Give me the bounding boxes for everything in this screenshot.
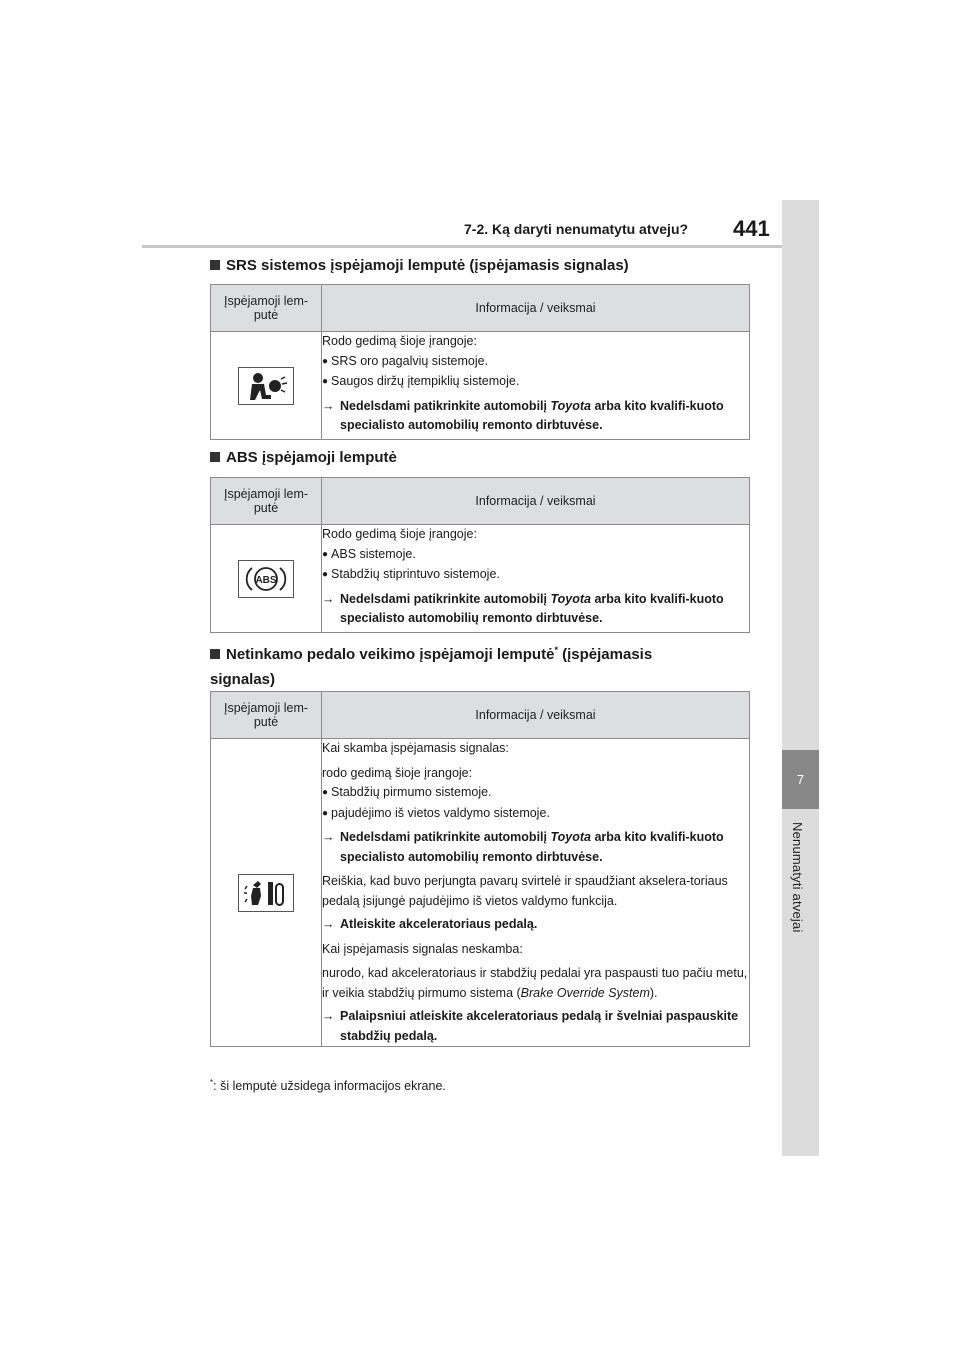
pedal-action-inspect: → Nedelsdami patikrinkite automobilį Toyota arba kito kvalifi-kuoto specialisto automobilių remonto dirbtuvėse. [322,828,749,867]
page-header-title: 7-2. Ką daryti nenumatytu atveju? [464,221,689,237]
arrow-icon: → [322,917,335,931]
header-lamp: Įspėjamoji lem- putė [211,478,322,525]
pedal-action-release: → Atleiskite akceleratoriaus pedalą. [322,915,749,935]
pedal-info: Kai skamba įspėjamasis signalas: rodo gedimą šioje įrangoje: ● Stabdžių pirmumo sistemoje. ● pajudėjimo iš vietos valdymo sistemoje. → Nedelsdami patikrinkite automobilį Toyota arba kito kvalifi-kuoto specialisto automobilių remonto dirbtuvėse. Reiškia, kad buvo perjungta pavarų svirtelė ir spaudžiant akselera-toriaus pedalą įsijungė pajudėjimo iš vietos valdymo funkcija. → Atleiskite akceleratoriaus pedalą. Kai įspėjamasis signalas neskamba: nurodo, kad akceleratoriaus ir stabdžių pedalai yra paspausti tuo pačiu metu, ir veikia stabdžių pirmumo sistema (Brake Override System). → Palaipsniui atleiskite akceleratoriaus pedalą ir švelniai paspauskite stabdžių pedalą. [322,739,750,1047]
abs-icon [238,560,294,598]
srs-info: Rodo gedimą šioje įrangoje: ● SRS oro pagalvių sistemoje. ● Saugos diržų įtempiklių sistemoje. → Nedelsdami patikrinkite automobilį Toyota arba kito kvalifi-kuoto specialisto automobilių remonto dirbtuvėse. [322,332,750,440]
header-divider [142,245,782,248]
page-number: 441 [733,216,770,241]
header-lamp: Įspėjamoji lem- putė [211,285,322,332]
section-heading-srs: SRS sistemos įspėjamoji lemputė (įspėjamasis signalas) [210,253,629,278]
square-bullet-icon [210,649,220,659]
srs-action: → Nedelsdami patikrinkite automobilį Toyota arba kito kvalifi-kuoto specialisto automobilių remonto dirbtuvėse. [322,397,749,436]
pedal-action-gradual: → Palaipsniui atleiskite akceleratoriaus pedalą ir švelniai paspauskite stabdžių pedalą. [322,1007,749,1046]
lamp-cell [211,525,322,633]
chapter-label: Nenumatyti atvejai [790,822,805,933]
arrow-icon: → [322,830,335,844]
header-info: Informacija / veiksmai [322,285,750,332]
footnote: *: ši lemputė užsidega informacijos ekrane. [210,1078,446,1094]
lamp-cell [211,739,322,1047]
square-bullet-icon [210,452,220,462]
header-lamp: Įspėjamoji lem- putė [211,692,322,739]
chapter-number: 7 [782,750,819,809]
pedal-misoperation-icon [238,874,294,912]
square-bullet-icon [210,260,220,270]
chapter-sidebar [782,200,819,1156]
arrow-icon: → [322,1009,335,1023]
srs-airbag-icon [238,367,294,405]
header-info: Informacija / veiksmai [322,692,750,739]
arrow-icon: → [322,398,335,413]
lamp-cell [211,332,322,440]
abs-info: Rodo gedimą šioje įrangoje: ● ABS sistemoje. ● Stabdžių stiprintuvo sistemoje. → Nedelsdami patikrinkite automobilį Toyota arba kito kvalifi-kuoto specialisto automobilių remonto dirbtuvėse. [322,525,750,633]
section-heading-pedal: Netinkamo pedalo veikimo įspėjamoji lemputė* (įspėjamasis signalas) [210,645,653,688]
svg-text:ABS: ABS [255,574,277,586]
pedal-warning-table [210,691,750,1047]
abs-action: → Nedelsdami patikrinkite automobilį Toyota arba kito kvalifi-kuoto specialisto automobilių remonto dirbtuvėse. [322,590,749,629]
header-info: Informacija / veiksmai [322,478,750,525]
srs-warning-table [210,284,750,440]
abs-warning-table [210,477,750,633]
section-heading-abs: ABS įspėjamoji lemputė [210,445,397,470]
arrow-icon: → [322,591,335,606]
